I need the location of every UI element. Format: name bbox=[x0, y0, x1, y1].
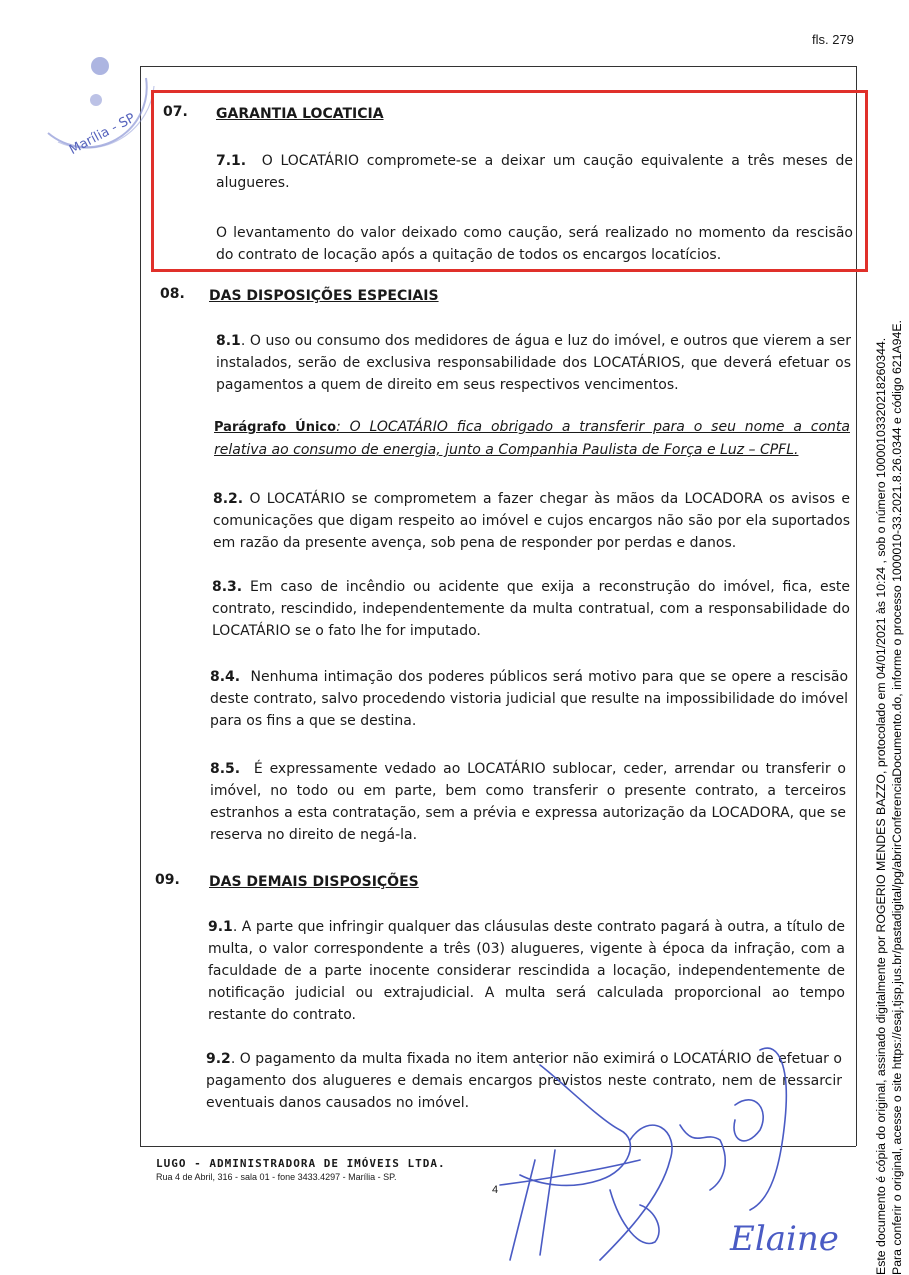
section-09-title: DAS DEMAIS DISPOSIÇÕES bbox=[209, 874, 419, 890]
clause-8-4 bbox=[210, 666, 848, 732]
section-07-number: 07. bbox=[163, 104, 188, 120]
clause-7-1-text: O LOCATÁRIO compromete-se a deixar um caução equivalente a três meses de alugueres. bbox=[216, 153, 853, 191]
clause-9-1-number: 9.1 bbox=[208, 919, 233, 935]
clause-8-2-number: 8.2. bbox=[213, 491, 244, 507]
clause-7-1-number: 7.1. bbox=[216, 153, 247, 169]
clause-8-1-number: 8.1 bbox=[216, 333, 241, 349]
authentication-line-2: Para conferir o original, acesse o site https://esaj.tjsp.jus.br/pastadigital/pg/abrirConferenciaDocumento.do, informe o processo 1000010-33.2021.8.26.0344 e código 621A94E. bbox=[890, 320, 904, 1275]
clause-8-2 bbox=[213, 488, 850, 554]
section-07-title: GARANTIA LOCATICIA bbox=[216, 106, 384, 122]
page-label: fls. 279 bbox=[812, 32, 854, 47]
signature-name: Elaine bbox=[730, 1219, 839, 1259]
section-08-title: DAS DISPOSIÇÕES ESPECIAIS bbox=[209, 288, 439, 304]
section-08-number: 08. bbox=[160, 286, 185, 302]
clause-8-4-text: Nenhuma intimação dos poderes públicos será motivo para que se opere a rescisão deste contrato, salvo procedendo vistoria judicial que resulte na impossibilidade do imóvel para os fins a que se destina. bbox=[210, 669, 849, 729]
clause-8-3 bbox=[212, 576, 850, 642]
footer-company: LUGO - ADMINISTRADORA DE IMÓVEIS LTDA. bbox=[156, 1157, 446, 1170]
clause-8-5-text: É expressamente vedado ao LOCATÁRIO sublocar, ceder, arrendar ou transferir o imóvel, no todo ou em parte, bem como transferir o presente contrato, a terceiros estranhos a esta contratação, sem a prévia e expressa autorização da LOCADORA, que se reserva no direito de negá-la. bbox=[210, 761, 846, 843]
section-09-number: 09. bbox=[155, 872, 180, 888]
authentication-stamp bbox=[873, 205, 905, 1275]
clause-7-1 bbox=[216, 150, 853, 194]
clause-8-3-number: 8.3. bbox=[212, 579, 243, 595]
clause-8-4-number: 8.4. bbox=[210, 669, 241, 685]
clause-7-deposit: O levantamento do valor deixado como caução, será realizado no momento da rescisão do contrato de locação após a quitação de todos os encargos locatícios. bbox=[216, 225, 853, 263]
authentication-line-1: Este documento é cópia do original, assinado digitalmente por ROGERIO MENDES BAZZO, protocolado em 04/01/2021 às 10:24 , sob o número 10000103320218260344. bbox=[874, 337, 888, 1275]
signature-scribble bbox=[480, 1010, 860, 1275]
clause-8-1 bbox=[216, 330, 851, 396]
paragrafo-unico-text: : O LOCATÁRIO fica obrigado a transferir para o seu nome a conta relativa ao consumo de energia, junto a Companhia Paulista de Força e Luz – CPFL. bbox=[214, 419, 850, 458]
clause-9-2-number: 9.2 bbox=[206, 1051, 231, 1067]
paragrafo-unico-label: Parágrafo Único bbox=[214, 420, 337, 435]
clause-8-1-text: . O uso ou consumo dos medidores de água e luz do imóvel, e outros que vierem a ser instalados, serão de exclusiva responsabilidade dos LOCATÁRIOS, que deverá efetuar os pagamentos a quem de direito em seus respectivos vencimentos. bbox=[216, 333, 851, 393]
paragrafo-unico bbox=[214, 416, 850, 461]
footer-address: Rua 4 de Abril, 316 - sala 01 - fone 3433.4297 - Marília - SP. bbox=[156, 1172, 397, 1182]
clause-9-2-text: . O pagamento da multa fixada no item anterior não eximirá o LOCATÁRIO de efetuar o pagamento dos alugueres e demais encargos previstos neste contrato, nem de ressarcir eventuais danos causados no imóvel. bbox=[206, 1051, 842, 1111]
clause-8-5 bbox=[210, 758, 846, 846]
stamp-text: Marília - SP bbox=[66, 110, 138, 158]
notary-stamp bbox=[28, 38, 158, 158]
clause-8-5-number: 8.5. bbox=[210, 761, 241, 777]
clause-9-1-text: . A parte que infringir qualquer das cláusulas deste contrato pagará à outra, a título de multa, o valor correspondente a três (03) alugueres, vigente à época da infração, com a faculdade de a parte inocente considerar rescindida a locação, independentemente de notificação judicial ou extrajudicial. A multa será calculada proporcional ao tempo restante do contrato. bbox=[208, 919, 845, 1023]
clause-8-2-text: O LOCATÁRIO se comprometem a fazer chegar às mãos da LOCADORA os avisos e comunicações que digam respeito ao imóvel e cujos encargos não são por ela suportados em razão da presente avença, sob pena de responder por perdas e danos. bbox=[213, 491, 851, 551]
frame-top-line bbox=[140, 66, 856, 67]
page-number: 4 bbox=[492, 1184, 499, 1196]
frame-left-line bbox=[140, 66, 141, 1146]
clause-8-3-text: Em caso de incêndio ou acidente que exija a reconstrução do imóvel, fica, este contrato, rescindido, independentemente da multa contratual, com a responsabilidade do LOCATÁRIO se o fato lhe for imputado. bbox=[212, 579, 850, 639]
